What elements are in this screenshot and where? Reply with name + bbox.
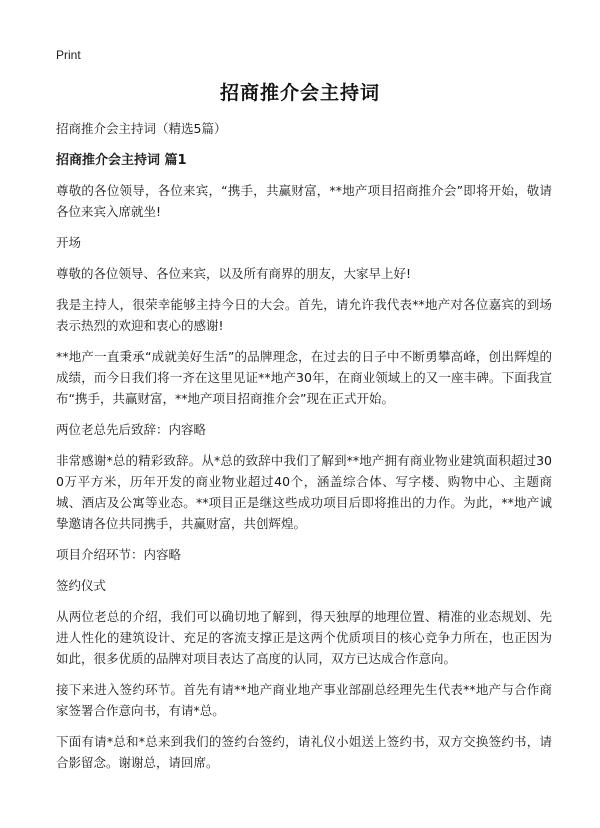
document-title: 招商推介会主持词 bbox=[219, 82, 380, 104]
paragraph-signing-start: 接下来进入签约环节。首先有请**地产商业地产事业部副总经理先生代表**地产与合作商家签署合作意向书，有请*总。 bbox=[56, 682, 552, 718]
paragraph-project-intro-label: 项目介绍环节：内容略 bbox=[56, 547, 182, 562]
paragraph-speeches-label: 两位老总先后致辞：内容略 bbox=[56, 422, 207, 437]
paragraph-thanks: 非常感谢*总的精彩致辞。从*总的致辞中我们了解到**地产拥有商业物业建筑面积超过300万平方米，历年开发的商业物业超过40个，涵盖综合体、写字楼、购物中心、主题商城、酒店及公寓等业态。**项目正是继这些成功项目后即将推出的力作。为此，**地产诚挚邀请各位共同携手，共赢财富，共创辉煌。 bbox=[56, 453, 552, 531]
paragraph-welcome: 尊敬的各位领导，各位来宾，“携手，共赢财富，**地产项目招商推介会”即将开始，敬请各位来宾入席就坐! bbox=[56, 183, 552, 219]
paragraph-host-intro: 我是主持人，很荣幸能够主持今日的大会。首先，请允许我代表**地产对各位嘉宾的到场表示热烈的欢迎和衷心的感谢! bbox=[56, 297, 552, 333]
paragraph-advantages: 从两位老总的介绍，我们可以确切地了解到，得天独厚的地理位置、精准的业态规划、先进人性化的建筑设计、充足的客流支撑正是这两个优质项目的核心竞争力所在，也正因为如此，很多优质的品牌对项目表达了高度的认同，双方已达成合作意向。 bbox=[56, 609, 552, 666]
paragraph-signing-ceremony: 下面有请*总和*总来到我们的签约台签约，请礼仪小姐送上签约书，双方交换签约书，请合影留念。谢谢总，请回席。 bbox=[56, 734, 552, 770]
print-link[interactable]: Print bbox=[56, 48, 81, 62]
paragraph-opening-label: 开场 bbox=[56, 235, 82, 250]
document-body bbox=[56, 118, 552, 783]
document-subtitle: 招商推介会主持词（精选5篇） bbox=[56, 121, 227, 136]
paragraph-brand-concept: **地产一直秉承“成就美好生活”的品牌理念，在过去的日子中不断勇攀高峰，创出辉煌的成绩，而今日我们将一齐在这里见证**地产30年，在商业领域上的又一座丰碑。下面我宣布“携手，共赢财富，**地产项目招商推介会”现在正式开始。 bbox=[56, 349, 552, 406]
section-heading: 招商推介会主持词 篇1 bbox=[56, 153, 187, 168]
paragraph-greeting: 尊敬的各位领导、各位来宾，以及所有商界的朋友，大家早上好! bbox=[56, 266, 412, 281]
paragraph-signing-label: 签约仪式 bbox=[56, 578, 107, 593]
